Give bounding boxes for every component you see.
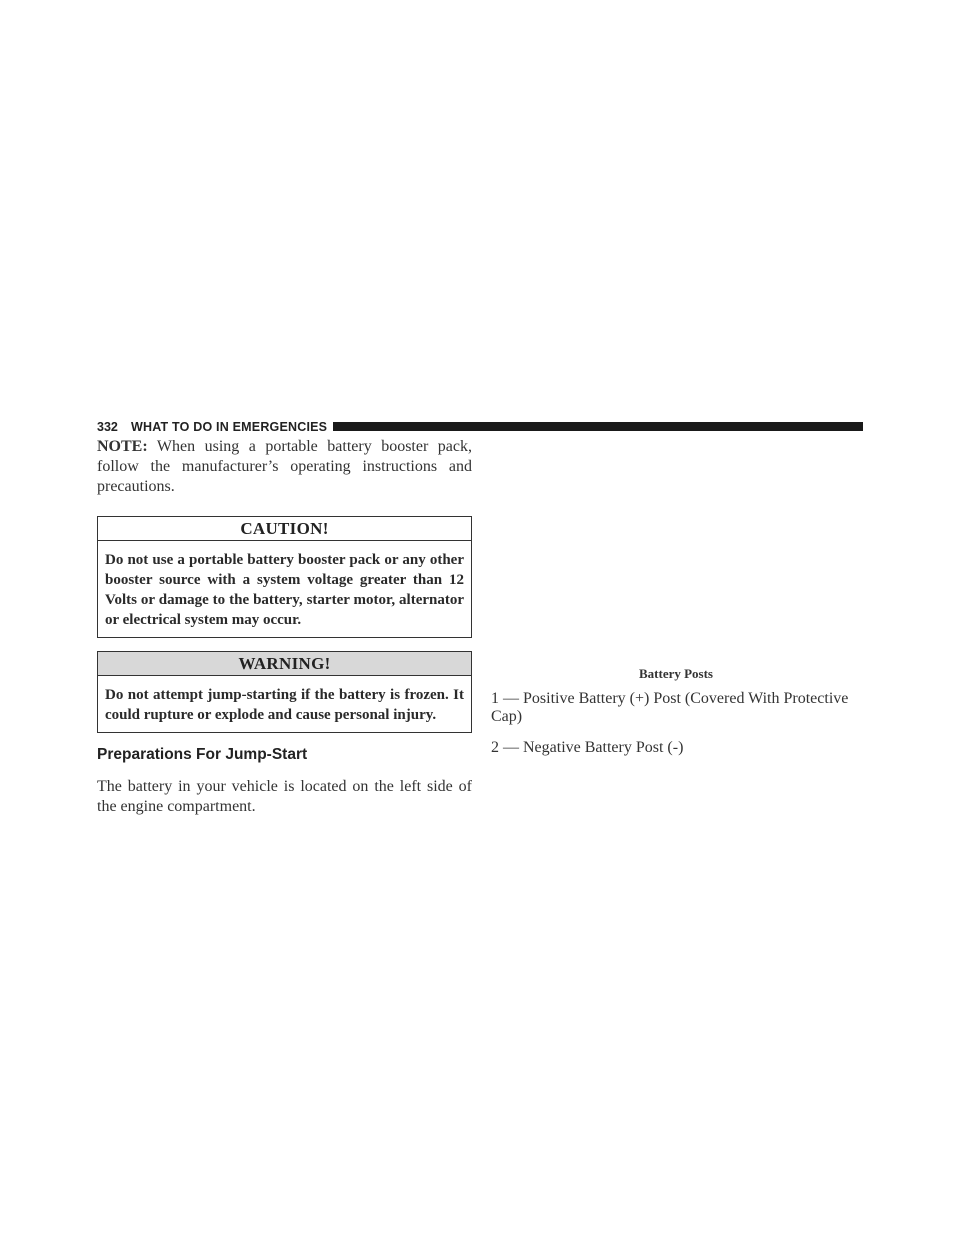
caution-box [97, 516, 472, 638]
caution-body: Do not use a portable battery booster pack or any other booster source with a system voltage greater than 12 Volts or damage to the battery, starter motor, alternator or electrical system may occur. [105, 552, 464, 628]
right-column [491, 664, 861, 757]
warning-title: WARNING! [98, 652, 471, 676]
note-text: When using a portable battery booster pack, follow the manufacturer’s operating instructions and precautions. [97, 438, 473, 495]
note-label: NOTE: [97, 438, 148, 455]
header-rule [333, 422, 863, 431]
warning-box [97, 651, 472, 733]
preparations-heading: Preparations For Jump-Start [97, 746, 308, 763]
legend-item-1: 1 — Positive Battery (+) Post (Covered With Protective Cap) [491, 690, 849, 725]
page-number: 332 [97, 420, 118, 434]
caution-title: CAUTION! [98, 517, 471, 541]
note-paragraph [97, 437, 472, 497]
legend-item-2: 2 — Negative Battery Post (-) [491, 739, 684, 756]
section-title: WHAT TO DO IN EMERGENCIES [131, 420, 328, 434]
warning-body: Do not attempt jump-starting if the battery is frozen. It could rupture or explode and cause personal injury. [105, 687, 464, 723]
preparations-text: The battery in your vehicle is located on the left side of the engine compartment. [97, 778, 472, 815]
left-column [97, 437, 472, 817]
figure-caption: Battery Posts [638, 666, 713, 681]
page-header [97, 418, 863, 436]
